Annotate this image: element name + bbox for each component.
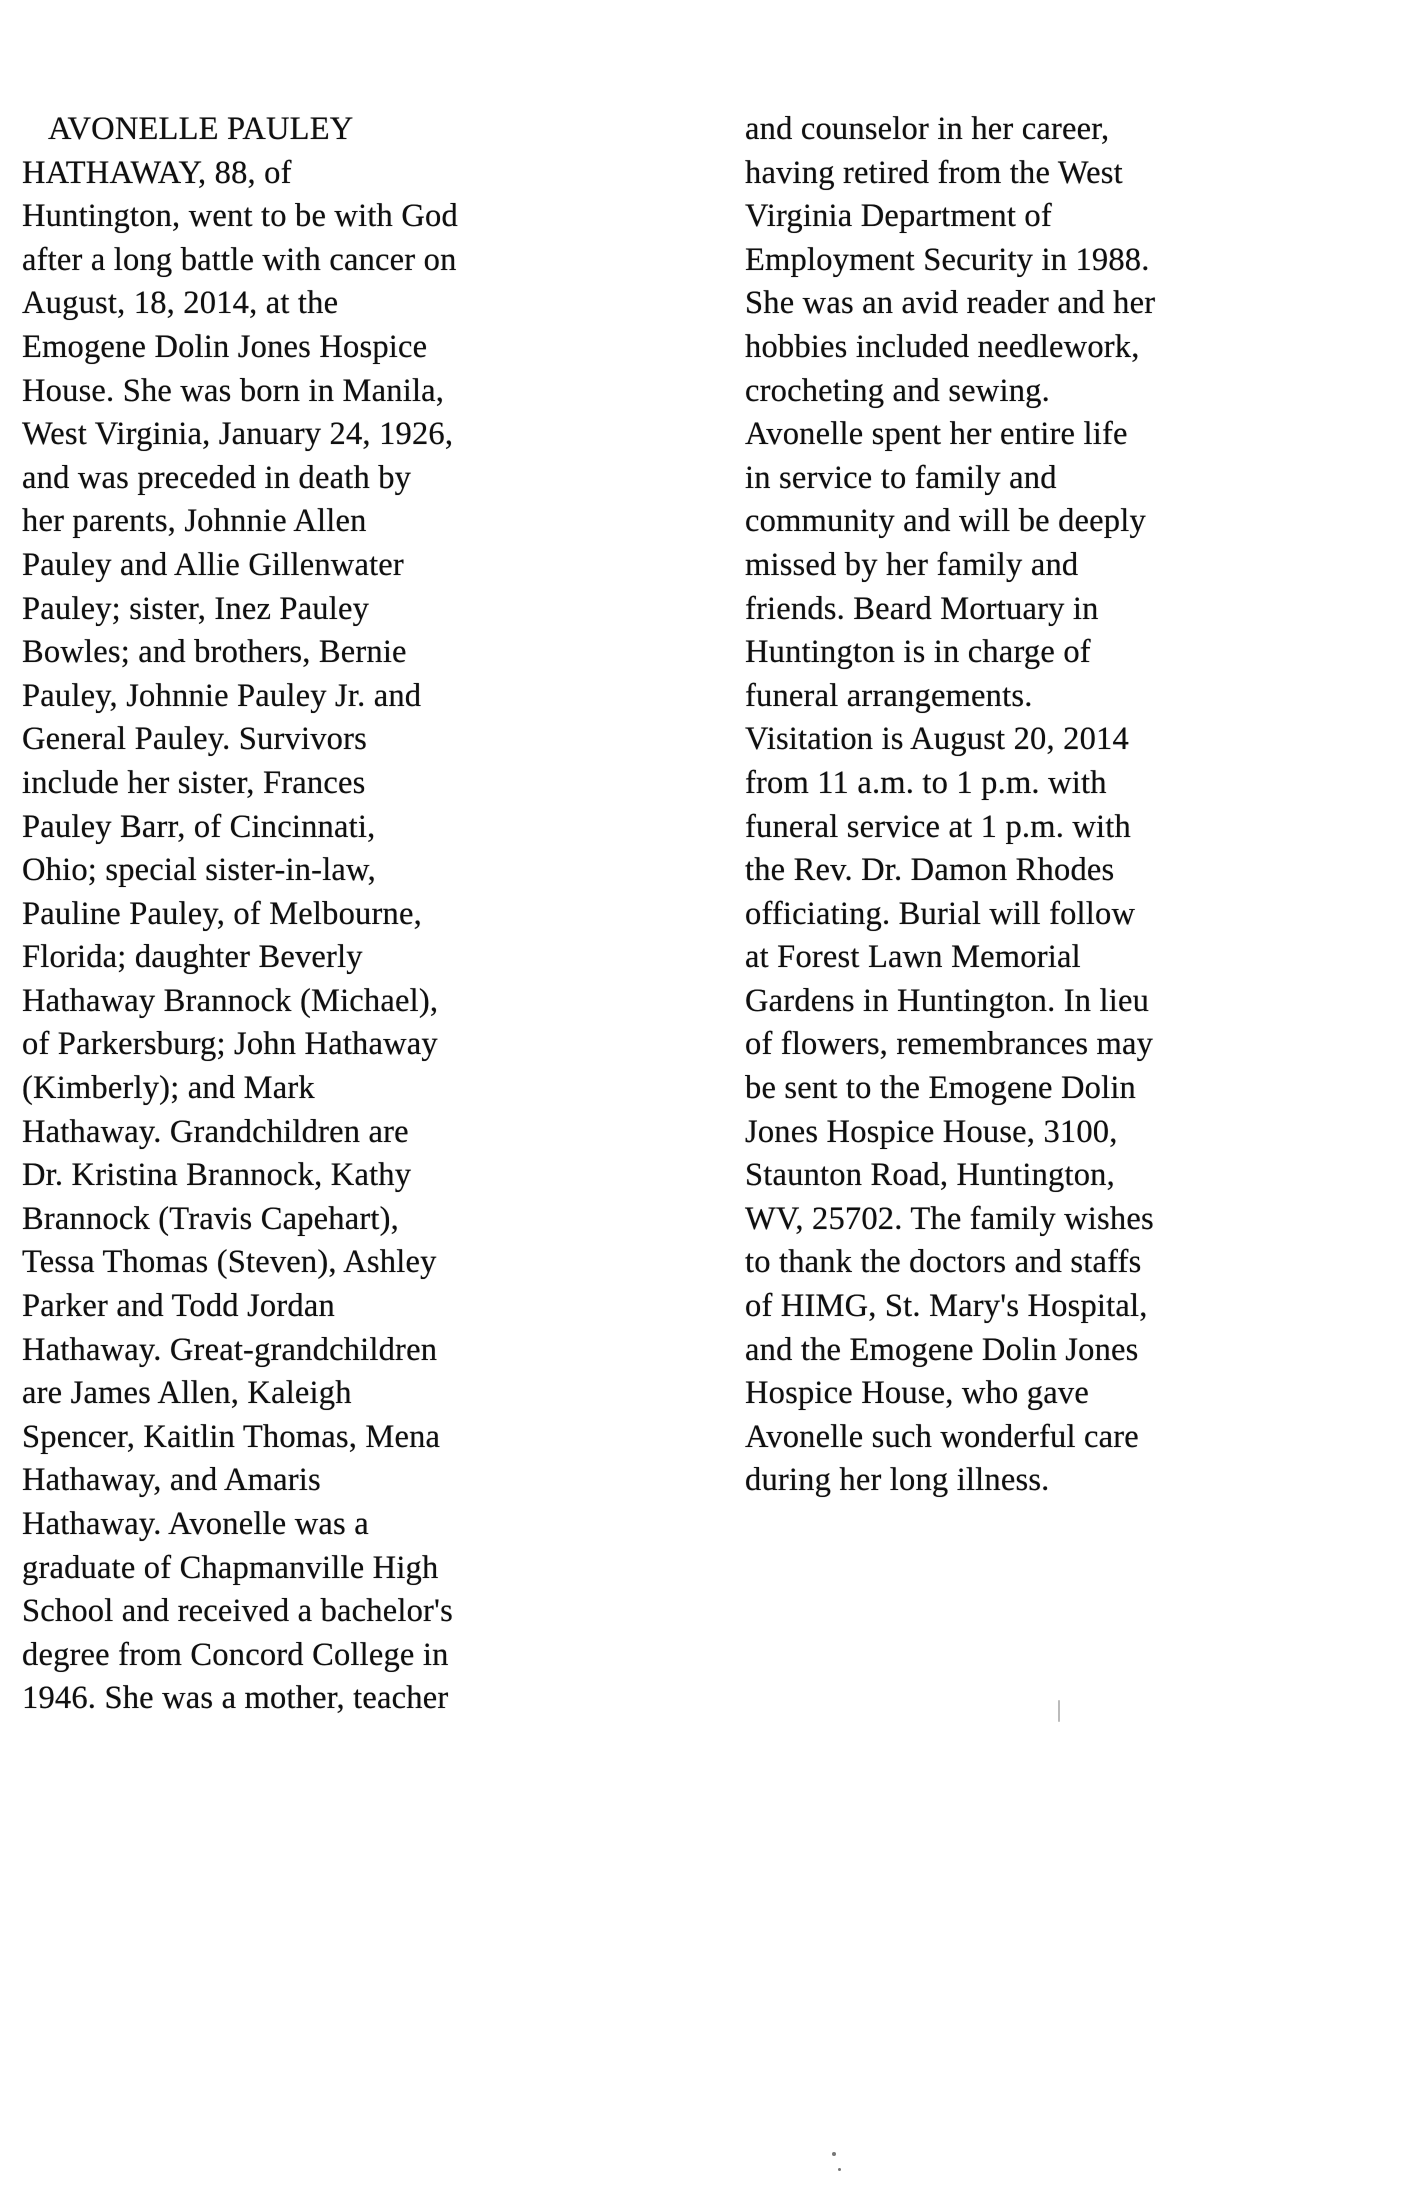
obituary-line: Jones Hospice House, 3100, [745,1113,1118,1150]
obituary-line: Avonelle such wonderful care [745,1418,1139,1455]
obituary-line: August, 18, 2014, at the [22,285,339,322]
obituary-line: Hathaway. Grandchildren are [22,1113,409,1150]
obituary-line: Employment Security in 1988. [745,241,1150,278]
obituary-line: friends. Beard Mortuary in [745,590,1099,627]
obituary-line: during her long illness. [745,1462,1050,1499]
obituary-line: Pauline Pauley, of Melbourne, [22,895,422,932]
obituary-line: and was preceded in death by [22,459,412,496]
obituary-line: from 11 a.m. to 1 p.m. with [745,764,1107,801]
obituary-line: missed by her family and [745,546,1079,583]
obituary-line: officiating. Burial will follow [745,895,1136,932]
obituary-line: of flowers, remembrances may [745,1026,1154,1063]
scan-speck [832,2152,836,2156]
obituary-line: Spencer, Kaitlin Thomas, Mena [22,1418,441,1455]
obituary-line: Pauley Barr, of Cincinnati, [22,808,376,845]
obituary-line: School and received a bachelor's [22,1593,453,1630]
obituary-line: 1946. She was a mother, teacher [22,1680,449,1717]
obituary-line: be sent to the Emogene Dolin [745,1070,1136,1107]
obituary-line: Pauley, Johnnie Pauley Jr. and [22,677,422,714]
obituary-line: and the Emogene Dolin Jones [745,1331,1139,1368]
scan-speck [838,2168,841,2171]
obituary-line: HATHAWAY, 88, of [22,154,292,191]
scan-speck [1058,1700,1060,1722]
obituary-left-column [22,108,458,1721]
obituary-line: Staunton Road, Huntington, [745,1157,1115,1194]
obituary-line: having retired from the West [745,154,1123,191]
obituary-line: funeral service at 1 p.m. with [745,808,1131,845]
obituary-line: Brannock (Travis Capehart), [22,1200,399,1237]
obituary-line: AVONELLE PAULEY [48,111,354,147]
obituary-line: Avonelle spent her entire life [745,416,1128,453]
obituary-line: Hathaway. Avonelle was a [22,1506,369,1542]
obituary-line: Parker and Todd Jordan [22,1288,335,1325]
obituary-line: her parents, Johnnie Allen [22,503,367,540]
obituary-line: in service to family and [745,459,1057,496]
obituary-line: General Pauley. Survivors [22,721,367,758]
obituary-line: community and will be deeply [745,503,1146,540]
obituary-line: of Parkersburg; John Hathaway [22,1026,438,1063]
obituary-line: West Virginia, January 24, 1926, [22,416,454,453]
obituary-line: are James Allen, Kaleigh [22,1375,352,1412]
obituary-line: House. She was born in Manila, [22,372,445,409]
obituary-line: Bowles; and brothers, Bernie [22,634,407,671]
obituary-line: to thank the doctors and staffs [745,1244,1142,1281]
obituary-line: of HIMG, St. Mary's Hospital, [745,1288,1148,1325]
obituary-line: WV, 25702. The family wishes [745,1200,1154,1237]
obituary-line: (Kimberly); and Mark [22,1070,315,1107]
obituary-line: Huntington is in charge of [745,634,1091,671]
obituary-line: funeral arrangements. [745,677,1033,714]
obituary-line: after a long battle with cancer on [22,241,457,278]
obituary-line: degree from Concord College in [22,1636,449,1673]
obituary-line: Hospice House, who gave [745,1375,1089,1412]
obituary-line: and counselor in her career, [745,111,1110,147]
obituary-line: Pauley; sister, Inez Pauley [22,590,370,627]
obituary-line: include her sister, Frances [22,764,366,801]
obituary-line: Gardens in Huntington. In lieu [745,982,1150,1019]
obituary-line: Pauley and Allie Gillenwater [22,546,404,583]
obituary-line: Dr. Kristina Brannock, Kathy [22,1157,412,1194]
obituary-line: Emogene Dolin Jones Hospice [22,328,428,365]
obituary-line: Virginia Department of [745,198,1052,235]
obituary-line: graduate of Chapmanville High [22,1549,439,1586]
obituary-line: Florida; daughter Beverly [22,939,363,976]
obituary-line: Huntington, went to be with God [22,198,458,235]
obituary-line: Hathaway, and Amaris [22,1462,321,1499]
obituary-line: the Rev. Dr. Damon Rhodes [745,852,1115,889]
obituary-line: Visitation is August 20, 2014 [745,721,1129,758]
obituary-line: Hathaway. Great-grandchildren [22,1331,438,1368]
obituary-line: crocheting and sewing. [745,372,1050,409]
obituary-line: Hathaway Brannock (Michael), [22,982,439,1019]
obituary-line: She was an avid reader and her [745,285,1156,322]
obituary-line: hobbies included needlework, [745,328,1140,365]
obituary-line: Ohio; special sister-in-law, [22,852,376,889]
obituary-line: Tessa Thomas (Steven), Ashley [22,1244,437,1281]
obituary-line: at Forest Lawn Memorial [745,939,1081,976]
obituary-right-column [745,108,1155,1503]
